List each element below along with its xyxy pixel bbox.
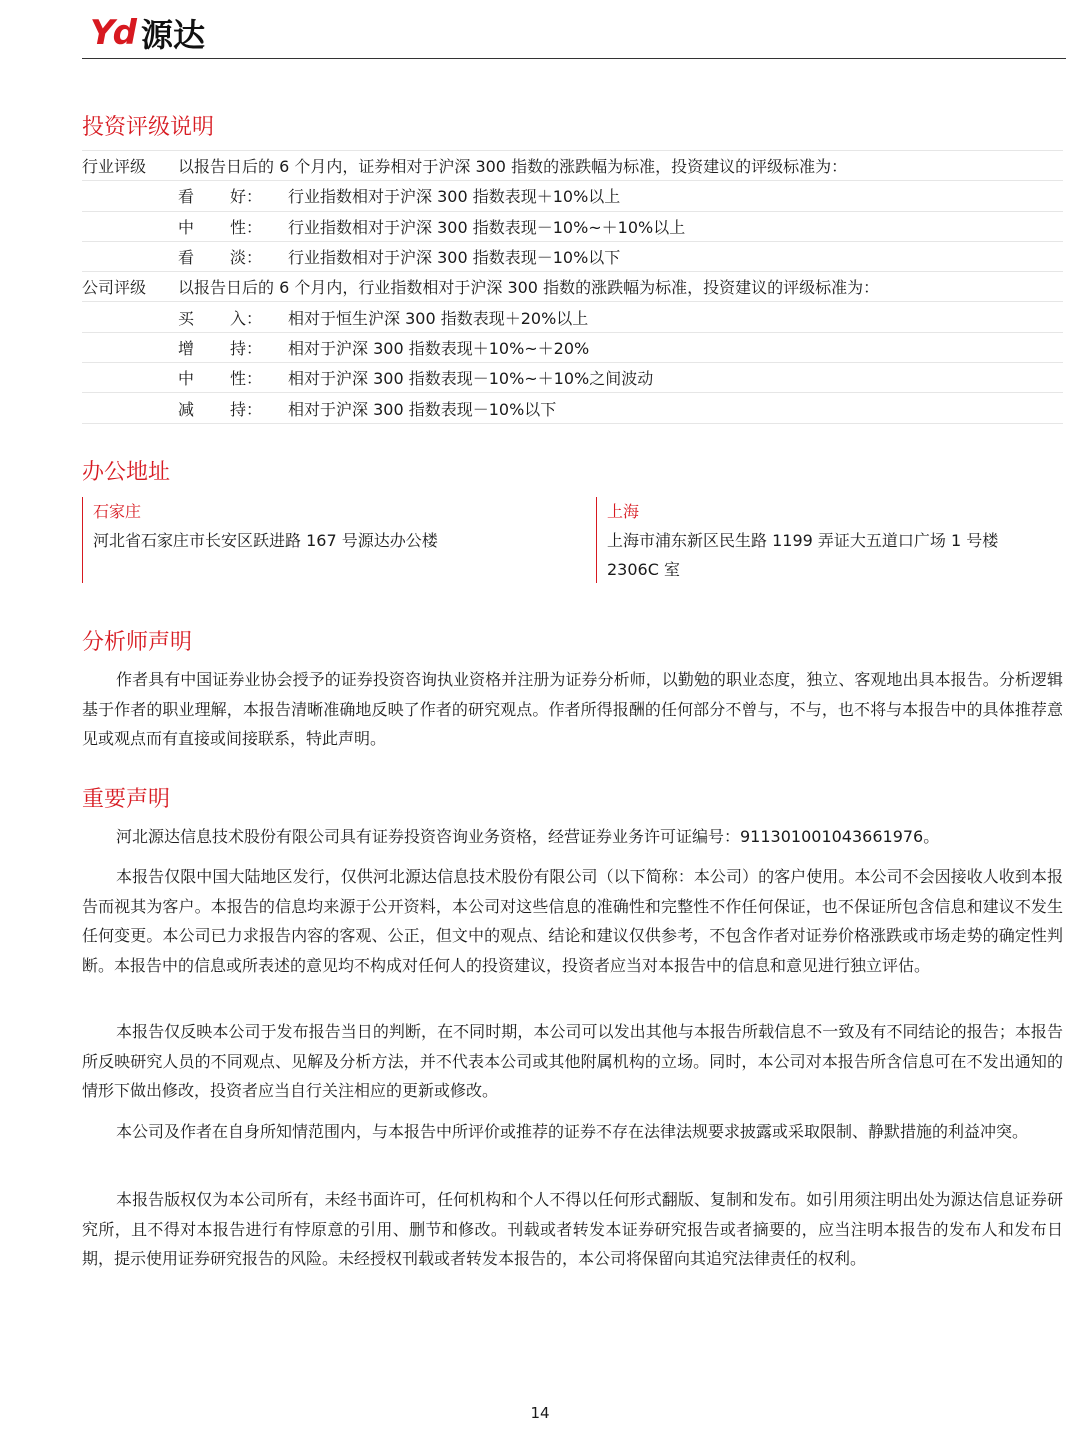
rating-label-a: 买: [178, 308, 195, 328]
conflict-text: 本公司及作者在自身所知情范围内，与本报告中所评价或推荐的证券不存在法律法规要求披露或采取限制、静默措施的利益冲突。: [116, 1122, 1029, 1141]
office-section-title: 办公地址: [82, 460, 171, 485]
rating-item-row: [82, 362, 1063, 392]
important-paragraph: [82, 862, 1063, 980]
license-text: 河北源达信息技术股份有限公司具有证券投资咨询业务资格，经营证券业务许可证编号：911301001043661976。: [116, 827, 940, 846]
rating-label-b: 性：: [230, 217, 263, 237]
rating-item-text: 行业指数相对于沪深 300 指数表现＋10%以上: [288, 187, 621, 207]
office-shijiazhuang: [82, 497, 573, 583]
office-shanghai: [596, 497, 1075, 583]
rating-item-text: 相对于沪深 300 指数表现－10%~＋10%之间波动: [288, 369, 654, 389]
rating-item-text: 相对于沪深 300 指数表现＋10%~＋20%: [288, 338, 590, 358]
industry-rating-head: 行业评级: [82, 157, 147, 177]
rating-table: [82, 150, 1063, 424]
company-rating-head: 公司评级: [82, 278, 147, 298]
rating-label-a: 中: [178, 217, 195, 237]
analyst-section-title: 分析师声明: [82, 630, 193, 655]
logo-mark: Yd: [90, 13, 135, 53]
disclaimer-text: 本报告仅反映本公司于发布报告当日的判断，在不同时期，本公司可以发出其他与本报告所载信息不一致及有不同结论的报告；本报告所反映研究人员的不同观点、见解及分析方法，并不代表本公司或其他附属机构的立场。同时，本公司对本报告所含信息可在不发出通知的情形下做出修改，投资者应当自行关注相应的更新或修改。: [82, 1022, 1063, 1100]
disclaimer-text: 本报告仅限中国大陆地区发行，仅供河北源达信息技术股份有限公司（以下简称：本公司）的客户使用。本公司不会因接收人收到本报告而视其为客户。本报告的信息均来源于公开资料，本公司对这些信息的准确性和完整性不作任何保证，也不保证所包含信息和建议不发生任何变更。本公司已力求报告内容的客观、公正，但文中的观点、结论和建议仅供参考，不包含作者对证券价格涨跌或市场走势的确定性判断。本报告中的信息或所表述的意见均不构成对任何人的投资建议，投资者应当对本报告中的信息和意见进行独立评估。: [82, 867, 1063, 975]
rating-label-b: 性：: [230, 369, 263, 389]
rating-item-text: 行业指数相对于沪深 300 指数表现－10%~＋10%以上: [288, 217, 686, 237]
rating-item-row: [82, 180, 1063, 210]
important-paragraph: [82, 1017, 1063, 1106]
company-rating-desc: 以报告日后的 6 个月内，行业指数相对于沪深 300 指数的涨跌幅为标准，投资建议的评级标准为：: [178, 278, 880, 298]
analyst-text: 作者具有中国证券业协会授予的证券投资咨询执业资格并注册为证券分析师，以勤勉的职业态度，独立、客观地出具本报告。分析逻辑基于作者的职业理解，本报告清晰准确地反映了作者的研究观点。作者所得报酬的任何部分不曾与，不与，也不将与本报告中的具体推荐意见或观点而有直接或间接联系，特此声明。: [82, 670, 1063, 748]
rating-item-row: [82, 301, 1063, 331]
office-city: 石家庄: [93, 502, 142, 521]
rating-label-b: 持：: [230, 399, 263, 419]
rating-item-text: 相对于沪深 300 指数表现－10%以下: [288, 399, 557, 419]
important-section-title: 重要声明: [82, 787, 171, 812]
important-paragraph: [82, 822, 1063, 852]
important-paragraph: [82, 1117, 1063, 1147]
rating-label-b: 入：: [230, 308, 263, 328]
company-rating-row: [82, 271, 1063, 301]
page-header: [82, 6, 1066, 59]
rating-item-row: [82, 332, 1063, 362]
office-address: 河北省石家庄市长安区跃进路 167 号源达办公楼: [93, 531, 438, 550]
company-logo: [90, 10, 205, 56]
rating-section-title: 投资评级说明: [82, 115, 215, 140]
rating-label-b: 淡：: [230, 248, 263, 268]
page-number: 14: [530, 1404, 550, 1422]
office-address: 上海市浦东新区民生路 1199 弄证大五道口广场 1 号楼: [607, 531, 999, 550]
rating-item-text: 行业指数相对于沪深 300 指数表现－10%以下: [288, 248, 621, 268]
office-city: 上海: [607, 502, 640, 521]
industry-rating-desc: 以报告日后的 6 个月内，证券相对于沪深 300 指数的涨跌幅为标准，投资建议的评级标准为：: [178, 157, 848, 177]
rating-label-b: 持：: [230, 338, 263, 358]
rating-label-b: 好：: [230, 187, 263, 207]
rating-label-a: 看: [178, 187, 195, 207]
rating-label-a: 增: [178, 338, 195, 358]
rating-label-a: 中: [178, 369, 195, 389]
rating-item-row: [82, 211, 1063, 241]
important-paragraph: [82, 1185, 1063, 1274]
rating-label-a: 看: [178, 248, 195, 268]
analyst-statement: [82, 665, 1063, 754]
office-address-line2: 2306C 室: [607, 560, 680, 579]
logo-text: 源达: [140, 16, 205, 54]
industry-rating-row: [82, 150, 1063, 180]
rating-item-row: [82, 392, 1063, 423]
rating-label-a: 减: [178, 399, 195, 419]
rating-item-text: 相对于恒生沪深 300 指数表现＋20%以上: [288, 308, 589, 328]
copyright-text: 本报告版权仅为本公司所有，未经书面许可，任何机构和个人不得以任何形式翻版、复制和发布。如引用须注明出处为源达信息证券研究所，且不得对本报告进行有悖原意的引用、删节和修改。刊载或者转发本证券研究报告或者摘要的，应当注明本报告的发布人和发布日期，提示使用证券研究报告的风险。未经授权刊载或者转发本报告的，本公司将保留向其追究法律责任的权利。: [82, 1190, 1063, 1268]
rating-item-row: [82, 241, 1063, 271]
